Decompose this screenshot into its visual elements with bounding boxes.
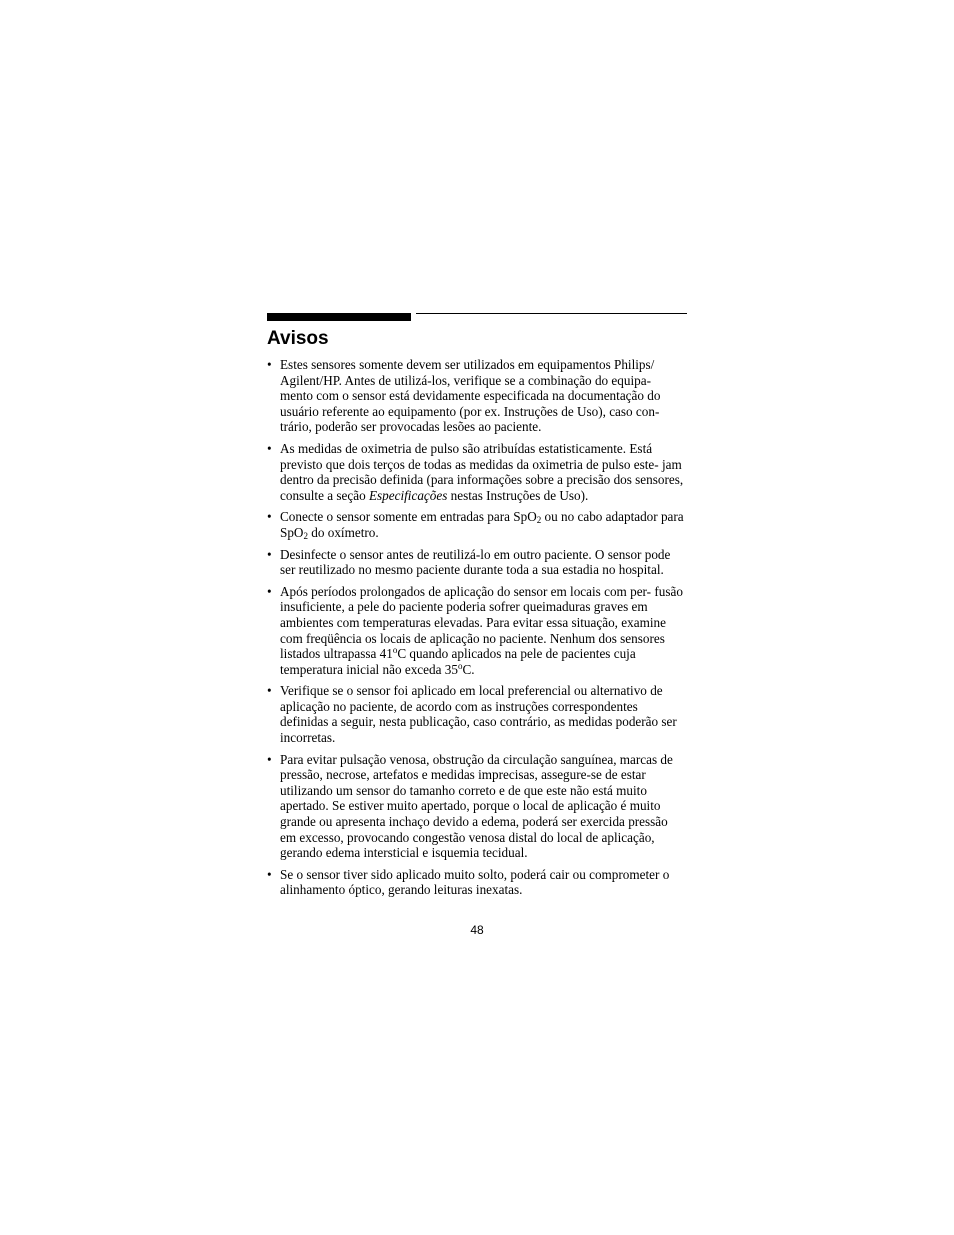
bullet: • — [267, 751, 272, 767]
item-text: Desinfecte o sensor antes de reutilizá-lo em outro paciente. O sensor pode ser reutilizado no mesmo paciente durante toda a sua estadia no hospital. — [280, 546, 671, 578]
item-text-part: As medidas de oximetria de pulso são atribuídas estatisticamente. Está previsto que dois terços de todas as medidas da oximetria de pulso este- jam dentro da precisão definida (para informações sobre a precisão dos sensores, consulte a seção — [280, 440, 684, 503]
item-text-emphasis: Especificações — [368, 487, 448, 503]
item-text-part: C. — [462, 661, 475, 677]
item-text: Estes sensores somente devem ser utilizados em equipamentos Philips/ Agilent/HP. Antes de utilizá-los, verifique se a combinação do equipa- mento com o sensor está devidamente especificada na documentação do usuário referente ao equipamento (por ex. Instruções de Uso), caso con- trário, poderão ser provocadas lesões ao paciente. — [280, 357, 661, 435]
item-text — [280, 509, 684, 540]
item-text — [280, 584, 683, 677]
superscript: o — [457, 660, 463, 671]
list-item — [267, 584, 687, 678]
subscript: 2 — [536, 515, 542, 526]
item-text: Verifique se o sensor foi aplicado em local preferencial ou alternativo de aplicação no paciente, de acordo com as instruções correspondentes definidas a seguir, nesta publicação, caso contrário, as medidas poderão ser incorretas. — [280, 683, 677, 746]
subscript: 2 — [303, 530, 308, 541]
list-item — [267, 683, 687, 745]
item-text-part: do oxímetro. — [307, 524, 379, 540]
item-text-part: C quando aplicados na pele de pacientes cuja temperatura inicial não exceda 35 — [280, 646, 636, 677]
list-item — [267, 509, 687, 540]
heading-rule-thick — [267, 313, 411, 321]
bullet: • — [267, 546, 272, 562]
item-text-part: ou no cabo adaptador para SpO — [280, 509, 684, 540]
item-text: Se o sensor tiver sido aplicado muito solto, poderá cair ou comprometer o alinhamento óptico, gerando leituras inexatas. — [280, 866, 670, 898]
list-item — [267, 357, 687, 435]
bullet: • — [267, 509, 272, 525]
item-text-part: nestas Instruções de Uso). — [447, 487, 589, 503]
superscript: o — [392, 645, 398, 656]
bullet: • — [267, 357, 272, 372]
bullet: • — [267, 683, 272, 699]
page-number: 48 — [470, 923, 484, 937]
item-text — [280, 441, 683, 503]
bullet: • — [267, 866, 272, 882]
item-text-part: Conecte o sensor somente em entradas para SpO — [280, 509, 537, 525]
bullet: • — [267, 440, 272, 456]
list-item — [267, 547, 687, 578]
heading-rule-thin — [416, 313, 687, 314]
bullet: • — [267, 583, 272, 599]
item-text: Para evitar pulsação venosa, obstrução da circulação sanguínea, marcas de pressão, necrose, artefatos e medidas imprecisas, assegure-se de estar utilizando um sensor do tamanho correto e de que este não está muito apertado. Se estiver muito apertado, porque o local de aplicação é muito grande ou apresenta inchaço devido a edema, poderá ser exercida pressão em excesso, provocando congestão venosa distal do local de aplicação, gerando edema intersticial e isquemia tecidual. — [280, 751, 673, 861]
list-item — [267, 752, 687, 861]
warnings-list — [267, 357, 687, 904]
section-title: Avisos — [267, 328, 329, 349]
item-text-part: Após períodos prolongados de aplicação do sensor em locais com per- fusão insuficiente, a pele do paciente poderia sofrer queimaduras graves em ambientes com temperaturas elevadas. Para evitar essa situação, examine com freqüência os locais de aplicação no paciente. Nenhum dos sensores listados ultrapassa 41 — [280, 583, 683, 662]
list-item — [267, 867, 687, 898]
list-item — [267, 441, 687, 503]
